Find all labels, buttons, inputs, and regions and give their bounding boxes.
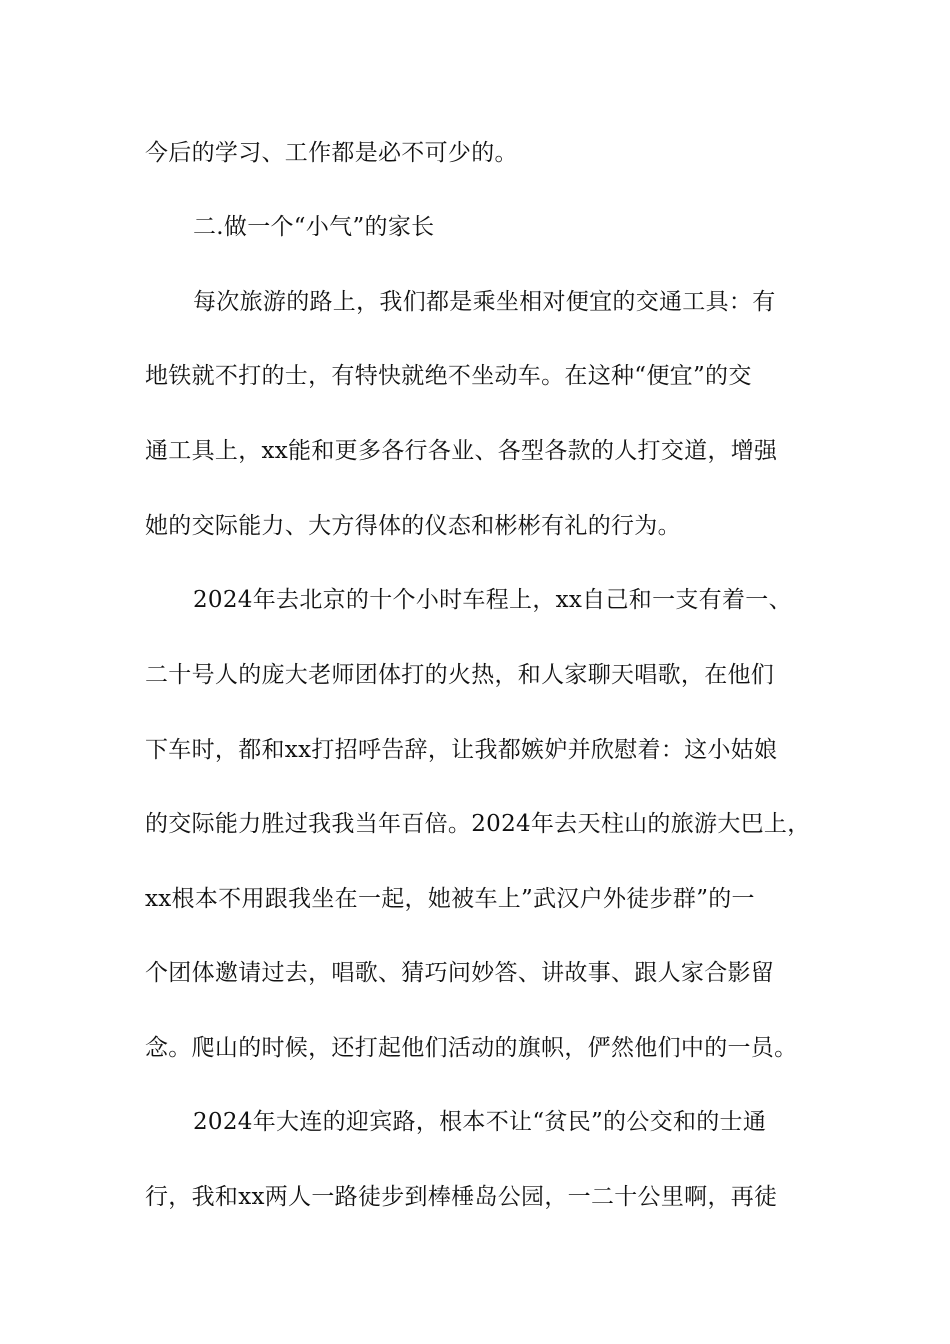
text-line: 通工具上，xx能和更多各行各业、各型各款的人打交道，增强 [145,438,778,464]
text-line: 个团体邀请过去，唱歌、猜巧问妙答、讲故事、跟人家合影留 [145,960,775,986]
text-line: 念。爬山的时候，还打起他们活动的旗帜，俨然他们中的一员。 [145,1035,798,1061]
text-line: xx根本不用跟我坐在一起，她被车上”武汉户外徒步群”的一 [145,886,755,912]
text-line: 今后的学习、工作都是必不可少的。 [145,140,518,166]
text-line: 2024年大连的迎宾路，根本不让“贫民”的公交和的士通 [193,1109,767,1135]
text-line: 每次旅游的路上，我们都是乘坐相对便宜的交通工具：有 [193,289,776,315]
text-line: 行，我和xx两人一路徒步到棒棰岛公园，一二十公里啊，再徒 [145,1184,778,1210]
text-line: 2024年去北京的十个小时车程上，xx自己和一支有着一、 [193,587,792,613]
text-line: 二十号人的庞大老师团体打的火热，和人家聊天唱歌，在他们 [145,662,775,688]
text-line: 下车时，都和xx打招呼告辞，让我都嫉妒并欣慰着：这小姑娘 [145,737,778,763]
text-line: 的交际能力胜过我我当年百倍。2024年去天柱山的旅游大巴上， [145,811,811,837]
text-line: 地铁就不打的士，有特快就绝不坐动车。在这种“便宜”的交 [145,363,752,389]
section-heading: 二.做一个“小气”的家长 [193,214,435,240]
text-line: 她的交际能力、大方得体的仪态和彬彬有礼的行为。 [145,513,681,539]
